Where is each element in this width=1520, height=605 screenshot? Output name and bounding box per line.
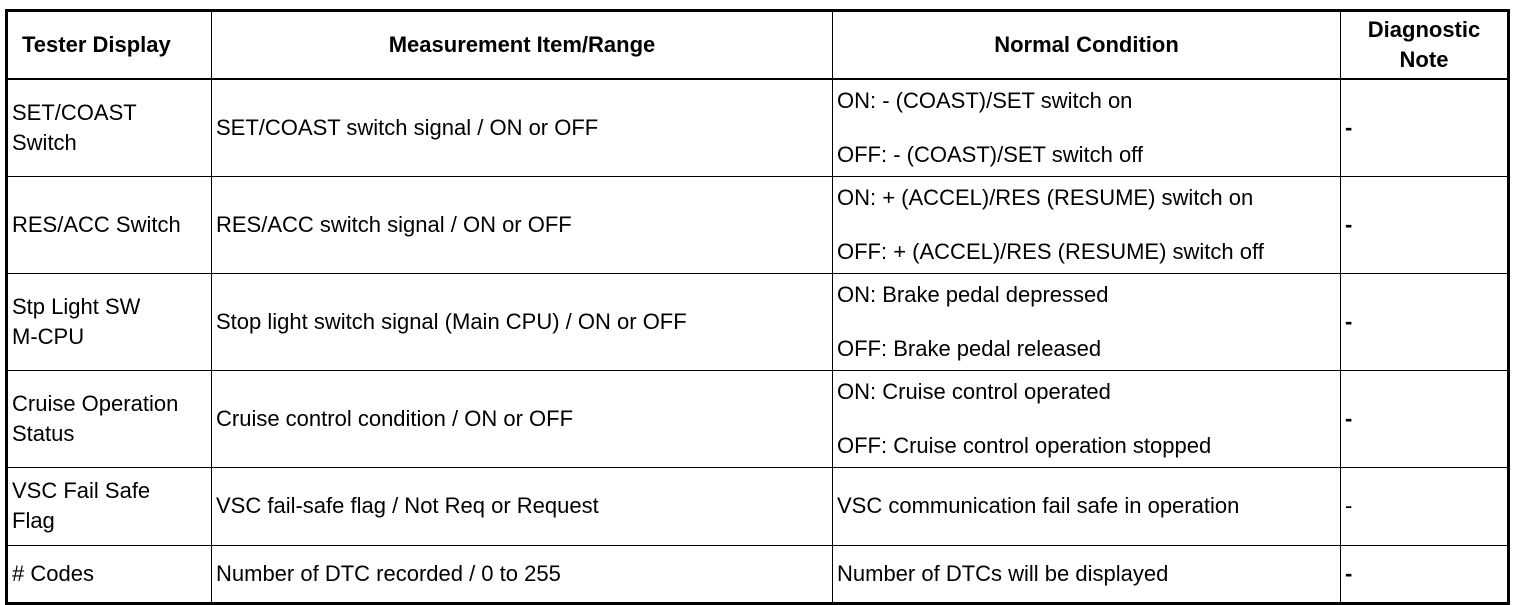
tester-display-line2: Status: [12, 420, 75, 446]
condition-off: OFF: Cruise control operation stopped: [837, 433, 1212, 458]
normal-condition-cell: [833, 176, 1341, 273]
table-body: [7, 79, 1509, 603]
normal-condition-cell: VSC communication fail safe in operation: [833, 467, 1341, 545]
tester-display-cell: RES/ACC Switch: [7, 176, 212, 273]
header-tester-display: Tester Display: [7, 11, 212, 80]
normal-condition-cell: Number of DTCs will be displayed: [833, 545, 1341, 603]
tester-display-line1: Cruise Operation: [12, 390, 179, 416]
data-list-table: [5, 9, 1510, 605]
diagnostic-note-cell: -: [1341, 545, 1509, 603]
diagnostic-note-cell: -: [1341, 176, 1509, 273]
condition-on: ON: - (COAST)/SET switch on: [837, 88, 1133, 114]
normal-condition-cell: [833, 370, 1341, 467]
diagnostic-note-cell: -: [1341, 370, 1509, 467]
header-diagnostic-note-line2: Note: [1399, 47, 1449, 72]
tester-display-line1: VSC Fail Safe: [12, 478, 151, 503]
tester-display-cell: [7, 79, 212, 176]
tester-display-cell: # Codes: [7, 545, 212, 603]
condition-on: ON: + (ACCEL)/RES (RESUME) switch on: [837, 185, 1254, 210]
tester-display-line1: SET/COAST: [12, 99, 137, 125]
tester-display-line2: M-CPU: [12, 323, 85, 349]
tester-display-cell: [7, 467, 212, 545]
condition-off: OFF: + (ACCEL)/RES (RESUME) switch off: [837, 239, 1264, 264]
tester-display-line2: Flag: [12, 508, 55, 533]
condition-off: OFF: Brake pedal released: [837, 336, 1102, 361]
table-row: [7, 79, 1509, 176]
header-measurement-item-range: Measurement Item/Range: [212, 11, 833, 80]
header-row: [7, 11, 1509, 80]
diagnostic-note-cell: -: [1341, 79, 1509, 176]
header-normal-condition: Normal Condition: [833, 11, 1341, 80]
header-diagnostic-note: [1341, 11, 1509, 80]
table-row: [7, 467, 1509, 545]
tester-display-line2: Switch: [12, 129, 77, 155]
measurement-cell: RES/ACC switch signal / ON or OFF: [212, 176, 833, 273]
normal-condition-cell: [833, 273, 1341, 370]
measurement-cell: SET/COAST switch signal / ON or OFF: [212, 79, 833, 176]
condition-on: ON: Brake pedal depressed: [837, 282, 1109, 307]
table-row: [7, 273, 1509, 370]
header-diagnostic-note-line1: Diagnostic: [1367, 17, 1481, 42]
measurement-cell: VSC fail-safe flag / Not Req or Request: [212, 467, 833, 545]
table-row: [7, 176, 1509, 273]
condition-off: OFF: - (COAST)/SET switch off: [837, 142, 1144, 168]
table-header: [7, 11, 1509, 80]
tester-display-cell: [7, 273, 212, 370]
tester-display-line1: Stp Light SW: [12, 293, 141, 319]
measurement-cell: Stop light switch signal (Main CPU) / ON or OFF: [212, 273, 833, 370]
table-row: [7, 545, 1509, 603]
normal-condition-cell: [833, 79, 1341, 176]
measurement-cell: Number of DTC recorded / 0 to 255: [212, 545, 833, 603]
condition-on: ON: Cruise control operated: [837, 379, 1111, 404]
diagnostic-note-cell: -: [1341, 467, 1509, 545]
measurement-cell: Cruise control condition / ON or OFF: [212, 370, 833, 467]
diagnostic-note-cell: -: [1341, 273, 1509, 370]
tester-display-cell: [7, 370, 212, 467]
table-row: [7, 370, 1509, 467]
